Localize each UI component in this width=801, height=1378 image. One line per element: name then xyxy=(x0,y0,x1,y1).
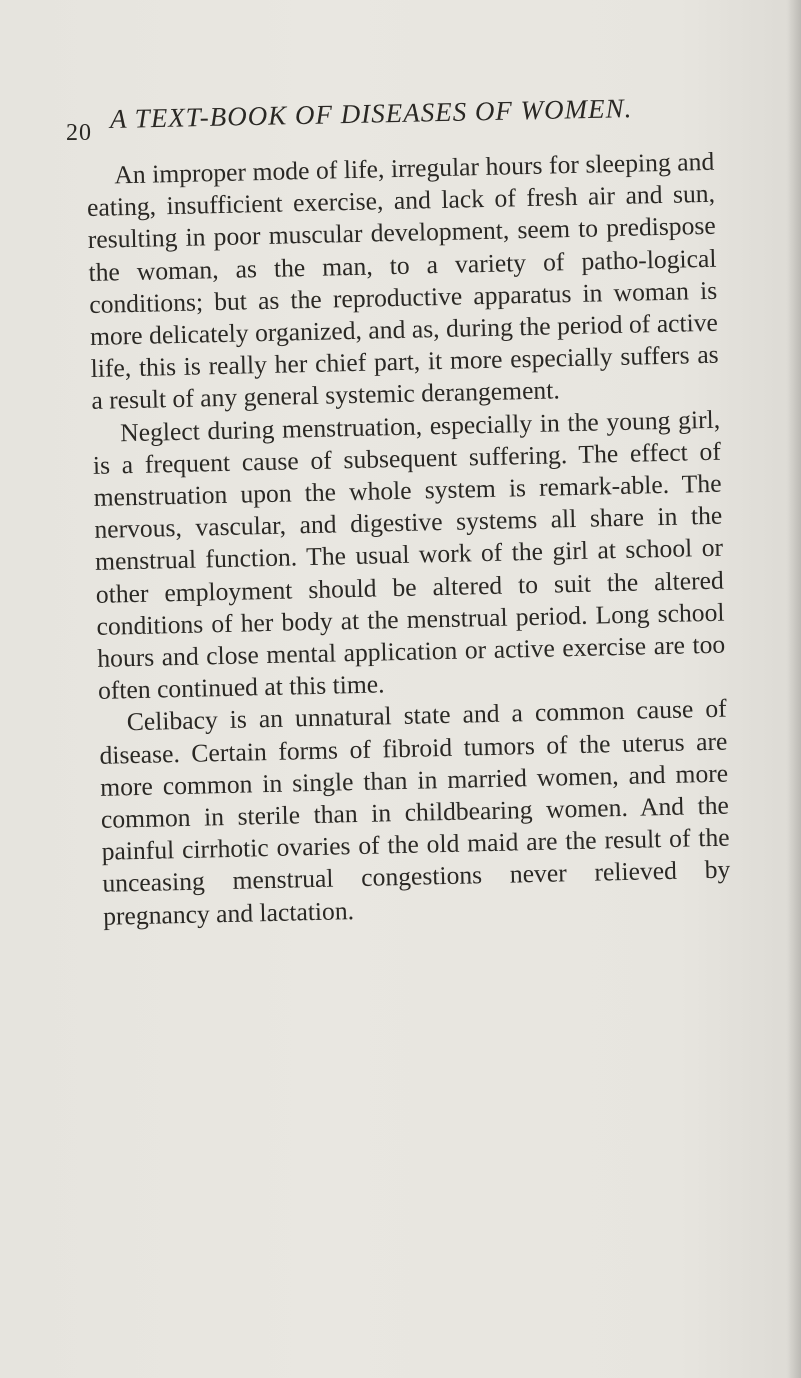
body-text xyxy=(86,146,731,933)
page-edge-shadow xyxy=(787,0,801,1378)
page-number: 20 xyxy=(66,120,92,146)
paragraph-lifestyle: An improper mode of life, irregular hours for sleeping and eating, insufficient exercise, and lack of fresh air and sun, resulting in poor muscular development, seem to predispose the woman, as the man, to a variety of patho-logical conditions; but as the reproductive apparatus in woman is more delicately organized, and as, during the period of active life, this is really her chief part, it more especially suffers as a result of any general systemic derangement. xyxy=(86,146,719,416)
paragraph-celibacy: Celibacy is an unnatural state and a common cause of disease. Certain forms of fibroid tumors of the uterus are more common in single than in married women, and more common in sterile than in childbearing women. And the painful cirrhotic ovaries of the old maid are the result of the unceasing menstrual congestions never relieved by pregnancy and lactation. xyxy=(99,694,731,931)
page-header xyxy=(66,93,706,146)
paragraph-menstruation: Neglect during menstruation, especially in the young girl, is a frequent cause of subsequent suffering. The effect of menstruation upon the whole system is remark-able. The nervous, vascular, and digestive systems all share in the menstrual function. The usual work of the girl at school or other employment should be altered to suit the altered conditions of her body at the menstrual period. Long school hours and close mental application or active exercise are too often continued at this time. xyxy=(92,404,726,706)
running-title: A TEXT-BOOK OF DISEASES OF WOMEN. xyxy=(109,93,633,134)
